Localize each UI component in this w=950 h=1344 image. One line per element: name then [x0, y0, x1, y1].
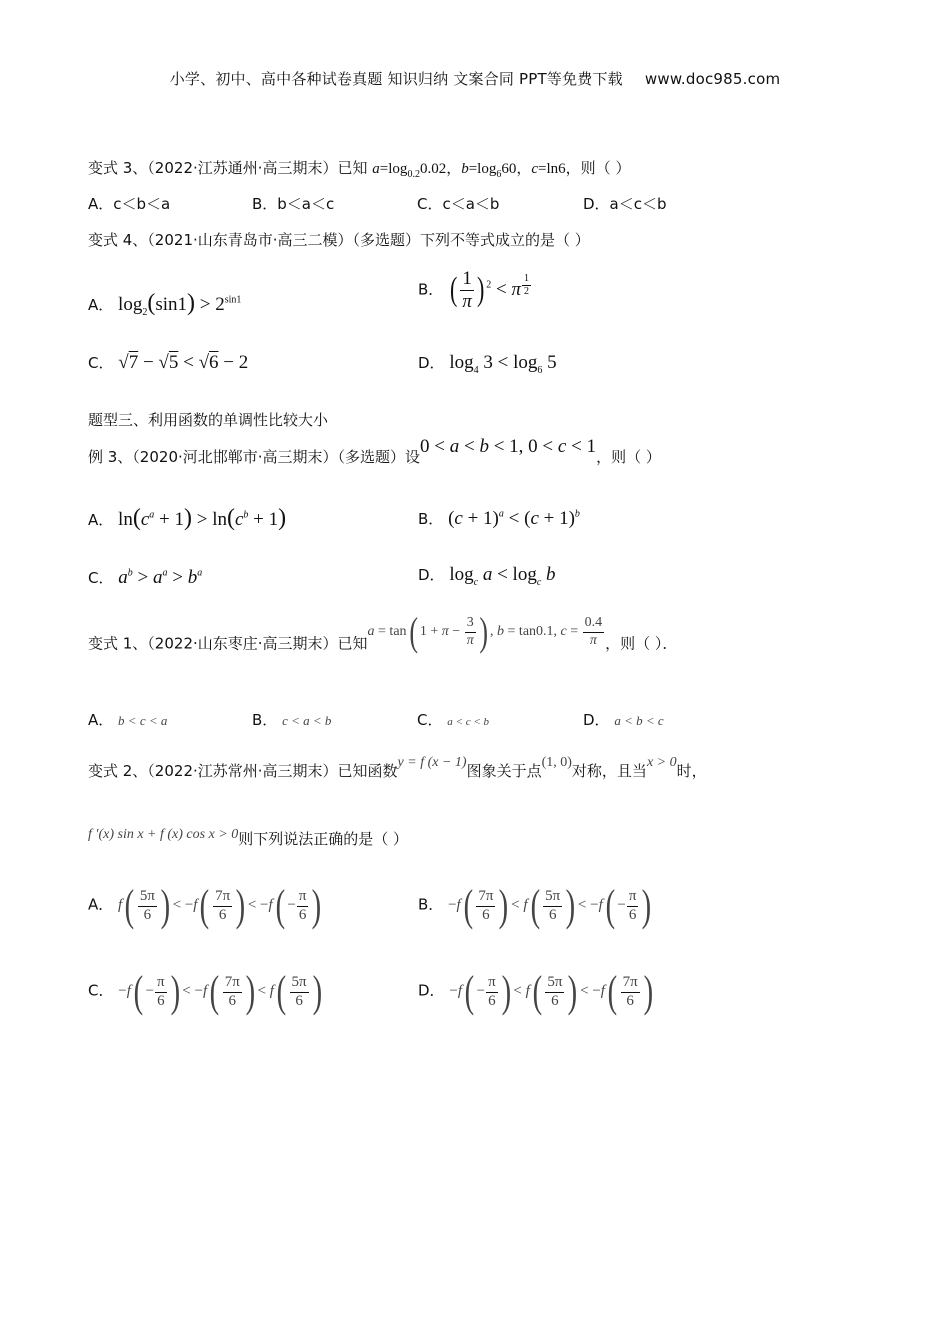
- option-a[interactable]: [88, 290, 241, 318]
- question-tail: ，则（ ）．: [605, 634, 678, 653]
- option-b[interactable]: B．b＜a＜c: [252, 195, 335, 213]
- option-label: A．: [88, 711, 114, 729]
- formula: −f( − $\frac{\pi}{6}$ ) < f( $\frac{5\pi}{6}$ ) < −f( $\frac{7\pi}{6}$ ): [449, 967, 653, 1016]
- formula: −f( $\frac{7\pi}{6}$ ) < f( $\frac{5\pi}{6}$ ) < −f( − $\frac{\pi}{6}$ ): [448, 881, 652, 930]
- option-c[interactable]: [88, 967, 324, 1016]
- question-ex3-stem: [88, 436, 661, 468]
- option-d[interactable]: D．a＜c＜b: [583, 195, 667, 213]
- question-text: 时，: [676, 762, 707, 780]
- option-label: C．: [417, 711, 443, 729]
- option-label: A．: [88, 511, 114, 529]
- option-d[interactable]: [418, 352, 557, 376]
- option-label: B．: [418, 510, 444, 528]
- question-bs1-stem: [88, 609, 678, 664]
- option-d[interactable]: [418, 967, 655, 1016]
- formula: a = tan( 1 + π − $\frac{3}{\pi}$ ) , b = tan0.1, c = $\frac{0.4}{\pi}$: [367, 609, 603, 654]
- formula: x > 0: [646, 755, 677, 770]
- option-a[interactable]: A．c＜b＜a: [88, 195, 171, 213]
- formula: $a=\log_{0.2}0.02$，$b=\log_660$，c=ln6: [372, 161, 566, 180]
- option-d[interactable]: [583, 709, 664, 730]
- question-bs2-stem: [88, 755, 707, 781]
- option-a[interactable]: [88, 709, 167, 730]
- question-bs4-stem: 变式 4、（2021·山东青岛市·高三二模）（多选题）下列不等式成立的是（ ）: [88, 231, 590, 249]
- formula: $\log_4 3 < \log_6 5$: [449, 352, 557, 376]
- option-label: B．: [418, 280, 444, 299]
- formula: 0 < a < b < 1, 0 < c < 1: [420, 436, 597, 457]
- option-c[interactable]: [88, 567, 202, 589]
- option-b[interactable]: [418, 268, 532, 313]
- formula: y = f (x − 1): [397, 755, 467, 770]
- question-text: 变式 1、（2022·山东枣庄·高三期末）已知: [88, 634, 368, 653]
- question-bs3-stem: [88, 157, 630, 180]
- formula: c < a < b: [282, 713, 332, 728]
- question-text: 变式 3、（2022·江苏通州·高三期末）已知: [88, 159, 373, 177]
- formula: √7 − √5 < √6 − 2: [118, 352, 249, 373]
- option-a[interactable]: [88, 505, 286, 532]
- formula: $(c + 1)^a < (c + 1)^b$: [448, 508, 580, 529]
- option-label: D．: [418, 981, 445, 1000]
- question-bs2-stem-2: [88, 828, 408, 849]
- formula: $\log_c a < \log_c b$: [449, 564, 556, 588]
- question-text: 变式 2、（2022·江苏常州·高三期末）已知函数: [88, 762, 398, 780]
- option-b[interactable]: [252, 709, 331, 730]
- option-label: C．: [88, 354, 114, 372]
- page-header: [0, 68, 950, 89]
- option-label: C．: [88, 981, 114, 1000]
- option-label: D．: [418, 566, 445, 584]
- formula: (1, 0): [541, 755, 572, 770]
- section-heading: 题型三、利用函数的单调性比较大小: [88, 411, 329, 429]
- option-label: B．: [418, 895, 444, 914]
- question-text: 对称，且当: [571, 762, 647, 780]
- question-tail: ，则（ ）: [596, 448, 661, 466]
- question-tail: ，则（ ）: [565, 159, 631, 177]
- option-a[interactable]: [88, 881, 324, 930]
- option-d[interactable]: [418, 564, 556, 588]
- option-c[interactable]: [417, 709, 489, 730]
- formula: $\ln(c^a + 1) > \ln(c^b + 1)$: [118, 505, 287, 531]
- option-label: B．: [252, 711, 278, 729]
- option-label: D．: [418, 354, 445, 372]
- option-b[interactable]: [418, 508, 580, 530]
- question-text: 例 3、（2020·河北邯郸市·高三期末）（多选题）设: [88, 448, 421, 466]
- formula: a < b < c: [614, 713, 664, 728]
- option-c[interactable]: [88, 352, 248, 374]
- option-label: D．: [583, 711, 610, 729]
- formula: b < c < a: [118, 713, 168, 728]
- formula: −f( − $\frac{\pi}{6}$ ) < −f( $\frac{7\pi}{6}$ ) < f( $\frac{5\pi}{6}$ ): [118, 967, 322, 1016]
- option-label: A．: [88, 895, 114, 914]
- option-c[interactable]: C．c＜a＜b: [417, 195, 500, 213]
- formula: a < c < b: [447, 716, 489, 728]
- option-label: C．: [88, 569, 114, 587]
- formula: f ′(x) sin x + f (x) cos x > 0: [88, 827, 239, 842]
- option-label: A．: [88, 296, 114, 314]
- header-url[interactable]: www.doc985.com: [644, 70, 781, 88]
- formula: $\log_2(\sin 1) > 2^{sin1}$: [118, 290, 242, 318]
- formula: f( $\frac{5\pi}{6}$ ) < −f( $\frac{7\pi}{6}$ ) < −f( − $\frac{\pi}{6}$ ): [118, 881, 322, 930]
- header-text: 小学、初中、高中各种试卷真题 知识归纳 文案合同 PPT等免费下载: [169, 70, 623, 88]
- question-tail: 则下列说法正确的是（ ）: [238, 830, 409, 848]
- formula: $a^b > a^a > b^a$: [118, 567, 203, 588]
- formula: ( $\frac{1}{\pi}$ ) $^2$ < π $^{\frac{1}{2}}$: [450, 268, 530, 312]
- option-b[interactable]: [418, 881, 654, 930]
- question-text: 图象关于点: [466, 762, 542, 780]
